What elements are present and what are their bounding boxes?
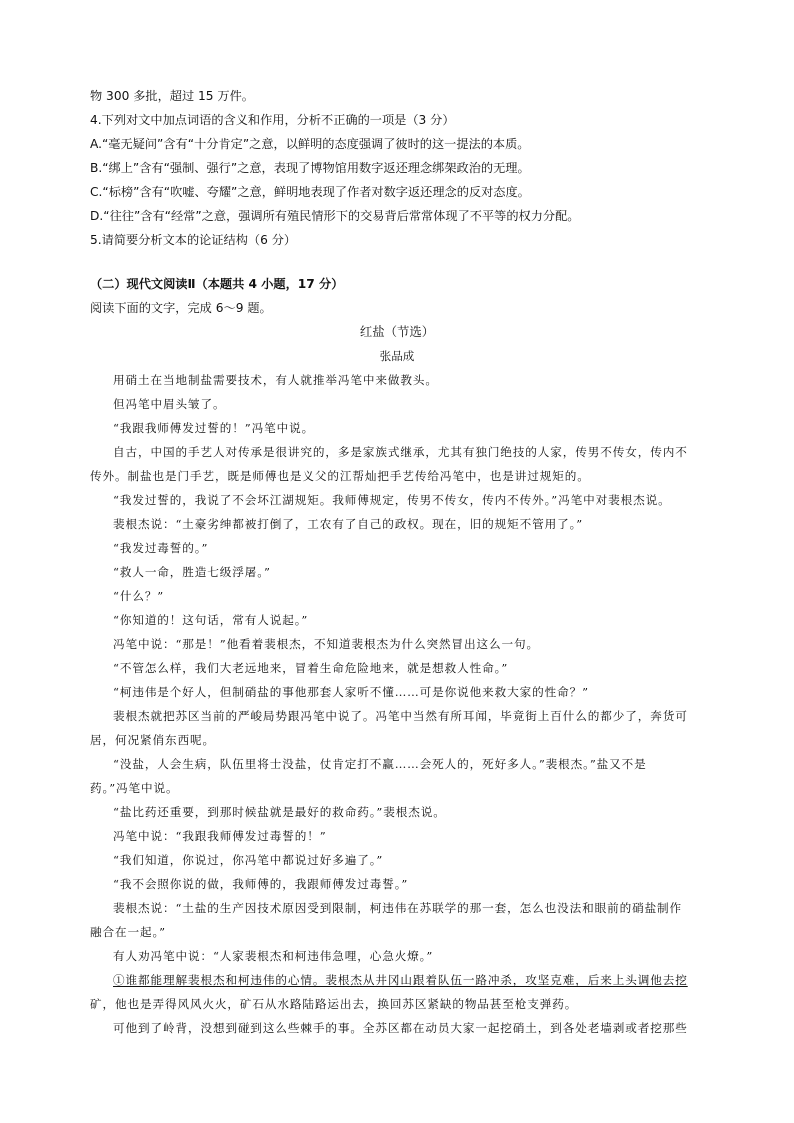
story-line: 裴根杰说：“土盐的生产因技术原因受到限制，柯违伟在苏联学的那一套，怎么也没法和眼前的硝盐制作 bbox=[113, 901, 683, 915]
story-line: 裴根杰说：“土豪劣绅都被打倒了，工农有了自己的政权。现在，旧的规矩不管用了。” bbox=[113, 517, 584, 531]
story-author: 张品成 bbox=[379, 349, 415, 363]
story-line: 冯笔中说：“那是！”他看着裴根杰，不知道裴根杰为什么突然冒出这么一句。 bbox=[113, 637, 539, 651]
section-two-heading: （二）现代文阅读Ⅱ（本题共 4 小题，17 分） bbox=[90, 277, 344, 291]
story-line: “什么？” bbox=[113, 589, 165, 603]
question-4-option-d: D.“往往”含有“经常”之意，强调所有殖民情形下的交易背后常常体现了不平等的权力分配。 bbox=[90, 209, 580, 223]
story-line: “没盐，人会生病，队伍里将士没盐，仗肯定打不赢……会死人的，死好多人。”裴根杰。”盐又不是 bbox=[113, 757, 647, 771]
story-line: “我发过毒誓的。” bbox=[113, 541, 209, 555]
story-line: “盐比药还重要，到那时候盐就是最好的救命药。”裴根杰说。 bbox=[113, 805, 446, 819]
question-5-prompt: 5.请简要分析文本的论证结构（6 分） bbox=[90, 233, 297, 247]
story-line: 冯笔中说：“我跟我师傅发过毒誓的！” bbox=[113, 829, 327, 843]
story-line: 传外。制盐也是门手艺，既是师傅也是义父的江帮灿把手艺传给冯笔中，也是讲过规矩的。 bbox=[90, 469, 590, 483]
story-line: “我不会照你说的做，我师傅的，我跟师傅发过毒誓。” bbox=[113, 877, 409, 891]
question-4-prompt: 4.下列对文中加点词语的含义和作用，分析不正确的一项是（3 分） bbox=[90, 113, 455, 127]
continuation-line: 物 300 多批，超过 15 万件。 bbox=[90, 89, 254, 103]
story-line: 裴根杰就把苏区当前的严峻局势跟冯笔中说了。冯笔中当然有所耳闻，毕竟街上百什么的都少了，奔货可 bbox=[113, 709, 688, 723]
story-line-underlined: ①谁都能理解裴根杰和柯违伟的心情。裴根杰从井冈山跟着队伍一路冲杀，攻坚克难，后来上头调他去挖 bbox=[113, 973, 688, 987]
section-two-instruction: 阅读下面的文字，完成 6～9 题。 bbox=[90, 301, 272, 315]
story-line: 但冯笔中眉头皱了。 bbox=[113, 397, 226, 411]
story-title: 红盐（节选） bbox=[359, 324, 435, 339]
story-line: 居，何况紧俏东西呢。 bbox=[90, 733, 215, 747]
story-line: “我发过誓的，我说了不会坏江湖规矩。我师傅规定，传男不传女，传内不传外。”冯笔中对裴根杰说。 bbox=[113, 493, 671, 507]
story-line: 矿，他也是弄得风风火火，矿石从水路陆路运出去，换回苏区紧缺的物品甚至枪支弹药。 bbox=[90, 997, 578, 1011]
story-line: “救人一命，胜造七级浮屠。” bbox=[113, 565, 271, 579]
question-4-option-a: A.“毫无疑问”含有“十分肯定”之意，以鲜明的态度强调了彼时的这一提法的本质。 bbox=[90, 137, 530, 151]
story-line: 用硝土在当地制盐需要技术，有人就推举冯笔中来做教头。 bbox=[113, 373, 438, 387]
question-4-option-b: B.“绑上”含有“强制、强行”之意，表现了博物馆用数字返还理念绑架政治的无理。 bbox=[90, 161, 530, 175]
story-line: “你知道的！这句话，常有人说起。” bbox=[113, 613, 309, 627]
story-line: “不管怎么样，我们大老远地来，冒着生命危险地来，就是想救人性命。” bbox=[113, 661, 509, 675]
question-4-option-c: C.“标榜”含有“吹嘘、夸耀”之意，鲜明地表现了作者对数字返还理念的反对态度。 bbox=[90, 185, 530, 199]
story-line: “柯违伟是个好人，但制硝盐的事他那套人家听不懂……可是你说他来救大家的性命？” bbox=[113, 685, 589, 699]
story-line: 药。”冯笔中说。 bbox=[90, 781, 179, 795]
story-line: “我们知道，你说过，你冯笔中都说过好多遍了。” bbox=[113, 853, 384, 867]
story-line: 可他到了岭背，没想到碰到这么些棘手的事。全苏区都在动员大家一起挖硝土，到各处老墙剥或者挖那些 bbox=[113, 1021, 688, 1035]
story-line: 自古，中国的手艺人对传承是很讲究的，多是家族式继承，尤其有独门绝技的人家，传男不传女，传内不 bbox=[113, 445, 688, 459]
story-line: 融合在一起。” bbox=[90, 925, 166, 939]
story-line: 有人劝冯笔中说：“人家裴根杰和柯违伟急哩，心急火燎。” bbox=[113, 949, 434, 963]
story-line: “我跟我师傅发过誓的！”冯笔中说。 bbox=[113, 421, 315, 435]
